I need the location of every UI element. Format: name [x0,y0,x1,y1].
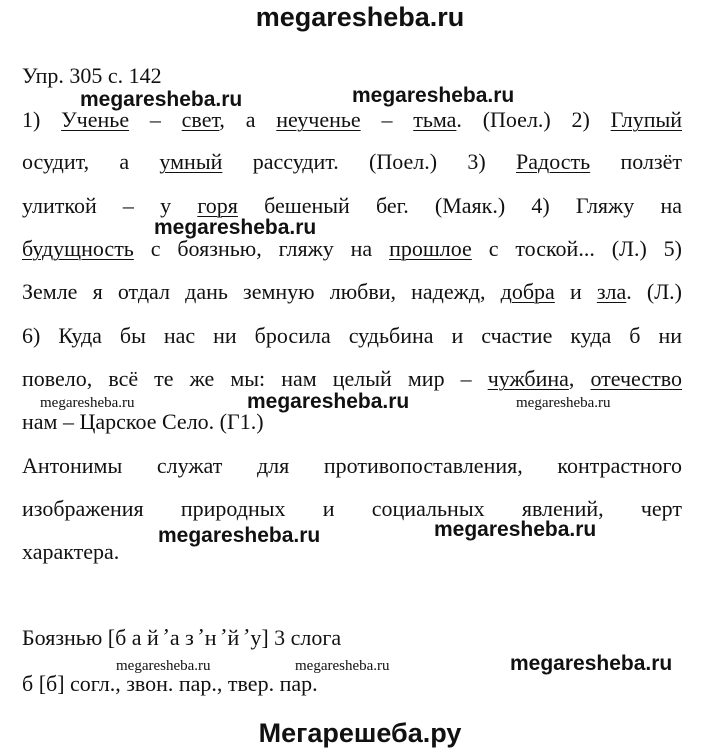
watermark-small: megaresheba.ru [295,658,390,674]
phonetic-line-2: б [б] согл., звон. пар., твер. пар. [22,671,318,696]
text-line-7: повело, всё те же мы: нам целый мир – чужбина, отечество [22,366,682,391]
paragraph-2-line-3: характера. [22,539,120,564]
text-line-4: будущность с боязнью, гляжу на прошлое с тоской... (Л.) 5) [22,236,682,261]
exercise-title: Упр. 305 с. 142 [22,63,162,88]
watermark: megaresheba.ru [510,652,673,675]
watermark-small: megaresheba.ru [40,395,135,411]
phonetic-line-1: Боязнью [б а й ̛ а з ̛ н ̛ й ̛ у] 3 слога [22,625,342,650]
watermark: megaresheba.ru [247,390,410,413]
watermark: megaresheba.ru [80,88,243,111]
site-footer: Мегарешеба.ру [258,718,462,748]
site-header: megaresheba.ru [255,2,465,32]
text-line-8: нам – Царское Село. (Г1.) [22,409,264,434]
paragraph-2-line-1: Антонимы служат для противопоставления, контрастного [22,453,682,478]
watermark: megaresheba.ru [434,518,597,541]
text-line-1: 1) Ученье – свет, а неученье – тьма. (Поел.) 2) Глупый [22,107,683,132]
watermark: megaresheba.ru [158,524,321,547]
watermark: megaresheba.ru [352,84,515,107]
text-line-3: улиткой – у горя бешеный бег. (Маяк.) 4) Гляжу на [22,193,682,218]
text-line-5: Земле я отдал дань земную любви, надежд, добра и зла. (Л.) [22,279,682,304]
text-line-6: 6) Куда бы нас ни бросила судьбина и счастие куда б ни [22,323,682,348]
watermark-small: megaresheba.ru [116,658,211,674]
text-line-2: осудит, а умный рассудит. (Поел.) 3) Радость ползёт [22,149,682,174]
paragraph-2-line-2: изображения природных и социальных явлений, черт [22,496,682,521]
watermark: megaresheba.ru [154,216,317,239]
watermark-small: megaresheba.ru [516,395,611,411]
